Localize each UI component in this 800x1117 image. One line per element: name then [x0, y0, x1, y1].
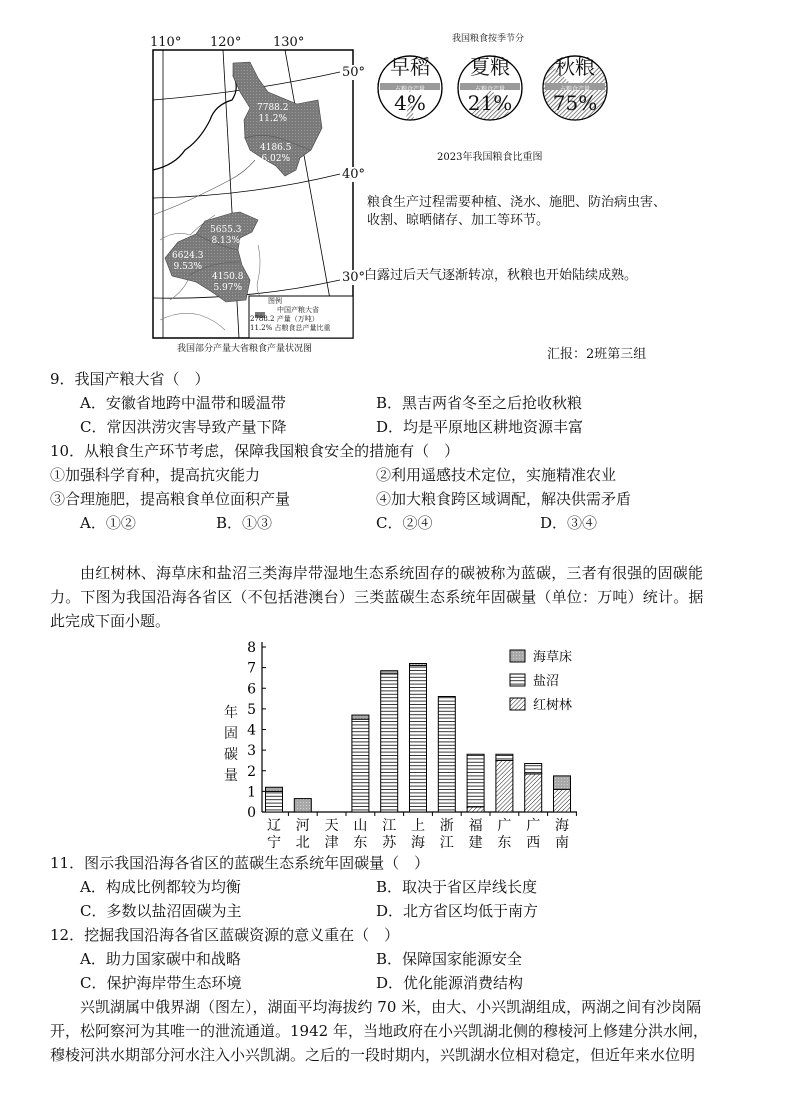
legend-sample-value: 2788.2: [250, 315, 275, 323]
q10-stem: 10．从粮食生产环节考虑，保障我国粮食安全的措施有（ ）: [50, 442, 460, 460]
q11-stem: 11．图示我国沿海各省区的蓝碳生态系统年固碳量（ ）: [50, 854, 430, 872]
x-tick-label: 广西: [526, 818, 541, 851]
province-label: 6624.3 9.53%: [172, 251, 204, 272]
q10-option-d[interactable]: D．③④: [540, 514, 598, 532]
legend-title: 图例: [268, 297, 282, 305]
season-title: 我国粮食按季节分: [452, 34, 525, 44]
q11-option-c[interactable]: C．多数以盐沼固碳为主: [80, 902, 242, 920]
grain-province-map: [140, 30, 370, 360]
legend-label: 海草床: [533, 650, 573, 665]
passage2-line-1: 兴凯湖属中俄界湖（图左），湖面平均海拔约 70 米，由大、小兴凯湖组成，两湖之间有沙岗隔: [80, 998, 702, 1016]
legend-share-label: 占粮食总产量比重: [274, 324, 331, 332]
passage1-line-2: 力。下图为我国沿海各省区（不包括港澳台）三类蓝碳生态系统年固碳量（单位：万吨）统计。据: [50, 588, 704, 606]
bar-海草床-上海: [410, 664, 427, 666]
lon-label-120: 120°: [210, 35, 242, 50]
y-tick-label: 5: [247, 701, 256, 718]
lat-label-50: 50°: [342, 65, 366, 80]
note-line-2: 收割、晾晒储存、加工等环节。: [367, 213, 550, 228]
province-label: 4150.8 5.97%: [212, 272, 244, 293]
bar-海草床-辽宁: [266, 787, 283, 791]
x-tick-label: 辽宁: [267, 818, 281, 851]
x-tick-label: 河北: [295, 818, 310, 851]
q12-option-b[interactable]: B．保障国家能源安全: [376, 950, 523, 968]
season-band-label: 占粮食产量: [474, 86, 505, 93]
q9-option-c[interactable]: C．常因洪涝灾害导致产量下降: [80, 418, 287, 436]
q10-statement-1: ①加强科学育种，提高抗灾能力: [50, 466, 261, 484]
map-legend: [250, 297, 330, 333]
bar-海草床-河北: [294, 799, 311, 812]
q9-option-d[interactable]: D．均是平原地区耕地资源丰富: [376, 418, 584, 436]
season-percent: 75%: [552, 91, 598, 115]
province-label: 4186.5 6.02%: [260, 143, 292, 164]
x-tick-label: 江苏: [382, 818, 397, 851]
season-band-label: 占粮食产量: [559, 86, 590, 93]
q10-statement-2: ②利用遥感技术定位，实施精准农业: [376, 466, 617, 484]
report-label: 汇报：2班第三组: [547, 347, 647, 362]
legend-label: 盐沼: [533, 674, 560, 689]
q12-option-c[interactable]: C．保护海岸带生态环境: [80, 974, 242, 992]
bar-红树林-海南: [554, 789, 571, 812]
lon-label-130: 130°: [273, 35, 305, 50]
q10-statement-3: ③合理施肥，提高粮食单位面积产量: [50, 490, 291, 508]
legend-label: 红树林: [533, 698, 573, 713]
lat-label-30: 30°: [342, 270, 366, 285]
q12-option-d[interactable]: D．优化能源消费结构: [376, 974, 524, 992]
x-tick-label: 山东: [353, 818, 368, 851]
q10-option-c[interactable]: C．②④: [376, 514, 433, 532]
q11-option-a[interactable]: A．构成比例都较为均衡: [80, 878, 241, 896]
q10-statement-4: ④加大粮食跨区域调配，解决供需矛盾: [376, 490, 632, 508]
legend-swatch-红树林: [510, 698, 525, 710]
y-tick-label: 2: [247, 763, 256, 780]
season-name: 秋粮: [555, 55, 595, 79]
season-percent: 4%: [394, 91, 426, 115]
bar-红树林-广西: [525, 774, 542, 812]
province-label: 7788.2 11.2%: [257, 103, 289, 124]
passage1-line-1: 由红树林、海草床和盐沼三类海岸带湿地生态系统固存的碳被称为蓝碳，三者有很强的固碳能: [80, 564, 704, 582]
q9-option-b[interactable]: B．黑吉两省冬至之后抢收秋粮: [376, 394, 583, 412]
x-tick-label: 福建: [468, 818, 483, 851]
lat-label-40: 40°: [342, 167, 366, 182]
q9-stem: 9．我国产粮大省（ ）: [50, 370, 210, 388]
legend-sample-share: 11.2%: [250, 324, 273, 332]
note-line-3: 白露过后天气逐渐转凉，秋粮也开始陆续成熟。: [364, 268, 638, 283]
y-tick-label: 0: [247, 805, 256, 821]
passage2-line-3: 穆棱河洪水期部分河水注入小兴凯湖。之后的一段时期内，兴凯湖水位相对稳定，但近年来水位明: [50, 1046, 696, 1064]
map-caption: 我国部分产量大省粮食产量状况图: [177, 344, 313, 354]
x-tick-label: 浙江: [439, 818, 454, 851]
legend-swatch-盐沼: [510, 674, 525, 686]
q11-option-b[interactable]: B．取决于省区岸线长度: [376, 878, 538, 896]
season-band-label: 占粮食产量: [394, 86, 425, 93]
x-tick-label: 海南: [555, 818, 569, 851]
bar-红树林-广东: [496, 760, 513, 812]
q10-option-b[interactable]: B．①③: [216, 514, 273, 532]
season-name: 夏粮: [470, 55, 510, 79]
bar-红树林-福建: [467, 807, 484, 812]
y-tick-label: 8: [247, 640, 256, 656]
note-line-1: 粮食生产过程需要种植、浇水、施肥、防治病虫害、: [367, 195, 667, 210]
legend-value-label: 产量（万吨）: [276, 315, 319, 323]
chart-y-label: 年固碳量: [224, 705, 238, 784]
bar-盐沼-江苏: [381, 674, 398, 812]
q11-option-d[interactable]: D．北方省区均低于南方: [376, 902, 539, 920]
q12-option-a[interactable]: A．助力国家碳中和战略: [80, 950, 241, 968]
province-label: 5655.3 8.13%: [210, 225, 242, 246]
x-tick-label: 上海: [411, 818, 425, 851]
x-tick-label: 天津: [324, 818, 339, 851]
blue-carbon-chart: [215, 636, 605, 851]
season-percent: 21%: [467, 91, 513, 115]
season-caption: 2023年我国粮食比重图: [437, 152, 543, 163]
passage2-line-2: 开，松阿察河为其唯一的泄流通道。1942 年，当地政府在小兴凯湖北侧的穆棱河上修建分洪水闸，: [50, 1022, 708, 1040]
y-tick-label: 7: [247, 660, 256, 677]
bar-海草床-海南: [554, 776, 571, 789]
x-tick-label: 广东: [497, 818, 512, 851]
bar-盐沼-广东: [496, 754, 513, 760]
y-tick-label: 6: [247, 681, 256, 698]
bar-盐沼-广西: [525, 764, 542, 774]
legend-swatch-海草床: [510, 650, 525, 662]
q10-option-a[interactable]: A．①②: [80, 514, 136, 532]
bar-盐沼-上海: [410, 666, 427, 812]
lon-label-110: 110°: [150, 35, 182, 50]
q12-stem: 12．挖掘我国沿海各省区蓝碳资源的意义重在（ ）: [50, 926, 400, 944]
q9-option-a[interactable]: A．安徽省地跨中温带和暖温带: [80, 394, 286, 412]
y-tick-label: 3: [247, 743, 256, 760]
bar-盐沼-福建: [467, 754, 484, 807]
bar-盐沼-辽宁: [266, 791, 283, 812]
y-tick-label: 4: [247, 722, 256, 739]
y-tick-label: 1: [247, 784, 256, 801]
bar-海草床-山东: [352, 715, 369, 719]
legend-swatch-label: 中国产粮大省: [277, 306, 319, 314]
bar-海草床-江苏: [381, 671, 398, 674]
bar-盐沼-山东: [352, 719, 369, 812]
passage1-line-3: 此完成下面小题。: [50, 612, 171, 630]
season-name: 早稻: [390, 55, 430, 79]
bar-盐沼-浙江: [438, 697, 455, 813]
